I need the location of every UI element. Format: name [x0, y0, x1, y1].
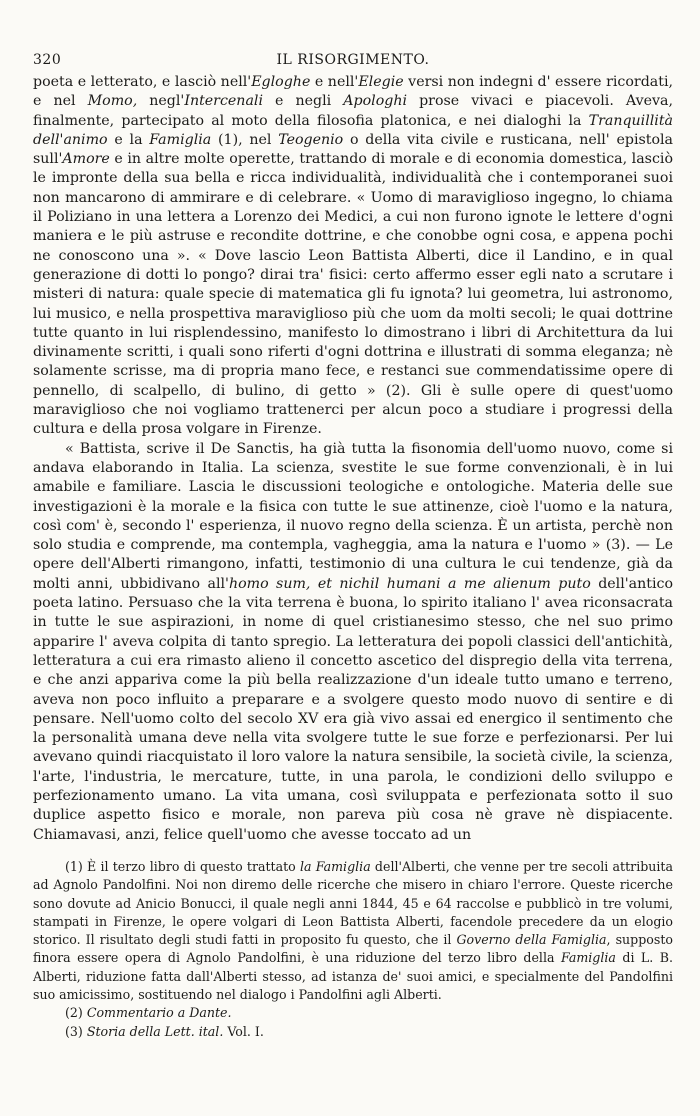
footnote-1: [33, 858, 673, 1004]
work-title: Famiglia: [149, 131, 212, 148]
work-title: Teogenio: [278, 131, 344, 148]
page-number: 320: [33, 52, 62, 68]
work-title: Intercenali: [184, 93, 263, 110]
work-title: Amore: [62, 151, 110, 168]
text-run: (2): [65, 1005, 87, 1021]
work-title: Tranquillità dell'animo: [33, 112, 673, 148]
text-run: e in altre molte operette, trattando di morale e di economia domestica, lasciò le impronte della sua bella e ricca individualità, individualità che i contemporanei suoi non mancarono di ammirare e di celebrare. « Uomo di maraviglioso ingegno, lo chiama il Poliziano in una lettera a Lorenzo dei Medici, a cui non furono ignote le lettere d'ogni maniera e le più astruse e recondite dottrine, e che conobbe ogni cosa, e appena pochi ne conoscono una ». « Dove lascio Leon Battista Alberti, dice il Landino, e in qual generazione di dotti lo pongo? dirai tra' fisici: certo affermo esser egli nato a scrutare i misteri di natura: quale specie di matematica gli fu ignota? lui geometra, lui astronomo, lui musico, e nella prospettiva maraviglioso più che uom da molti secoli; le quai dottrine tutte quanto in lui risplendessino, manifesto lo dimostrano i libri di Architettura da lui divinamente scritti, i quali sono riferti d'ogni dottrina e illustrati di somma eleganza; nè solamente scrisse, ma di propria mano fece, e restanci sue commendatissime opere di pennello, di scalpello, di bulino, di getto » (2). Gli è sulle opere di quest'uomo maraviglioso che noi vogliamo trattenerci per alcun poco a studiare i progressi della cultura e della prosa volgare in Firenze.: [33, 151, 673, 438]
work-title: Famiglia: [560, 950, 616, 966]
latin-quote: homo sum, et nichil humani a me alienum puto: [228, 575, 591, 592]
text-run: dell'antico poeta latino. Persuaso che la vita terrena è buona, lo spirito italiano l' avea riconsacrata in tutte le sue aspirazioni, in nome di quel cristianesimo stesso, che nel suo primo apparire l' aveva colpita di tanto spregio. La letteratura dei popoli classici dell'antichità, letteratura a cui era rimasto alieno il concetto ascetico del dispregio della vita terrena, e che anzi appariva come la più bella realizzazione d'un ideale tutto umano e terreno, aveva non poco influito a preparare e a svolgere questo modo nuovo di sentire e di pensare. Nell'uomo colto del secolo XV era già vivo assai ed energico il sentimento che la personalità umana deve nella vita svolgere tutte le sue forze e perfezionarsi. Per lui avevano quindi riacquistato il loro valore la natura sensibile, la società civile, la scienza, l'arte, l'industria, le mercature, tutte, in una parola, le condizioni dello sviluppo e perfezionamento umano. La vita umana, così sviluppata e perfezionata sotto il suo duplice aspetto fisico e morale, non pareva più cosa nè grave nè dispiacente. Chiamavasi, anzi, felice quell'uomo che avesse toccato ad un: [33, 575, 673, 843]
text-run: , supposto finora essere opera di Agnolo Pandolfini, è una riduzione del terzo libro della: [33, 932, 673, 966]
paragraph-de-sanctis: [33, 440, 673, 845]
text-run: e la: [107, 131, 150, 148]
footnote-3: [33, 1023, 673, 1041]
work-title: Governo della Famiglia: [456, 932, 607, 948]
footnote-2: [33, 1004, 673, 1022]
text-run: e negli: [262, 93, 344, 110]
text-run: poeta e letterato, e lasciò nell': [33, 74, 252, 90]
text-run: versi non indegni d' essere ricordati, e nel: [33, 74, 673, 110]
text-run: di L. B. Alberti, riduzione fatta dall'Alberti stesso, ad istanza de' suoi amici, e specialmente del Pandolfini suo amicissimo, sostituendo nel dialogo i Pandolfini agli Alberti.: [33, 950, 673, 1003]
text-run: negl': [137, 93, 185, 110]
running-title: IL RISORGIMENTO.: [276, 52, 430, 68]
work-title: Storia della Lett. ital.: [86, 1023, 224, 1039]
text-run: (1), nel: [211, 131, 279, 148]
footnotes: [33, 858, 673, 1041]
text-run: Vol. I.: [223, 1023, 264, 1039]
work-title: la Famiglia: [299, 859, 371, 874]
text-run: dell'Alberti, che venne per tre secoli attribuita ad Agnolo Pandolfini. Noi non diremo delle ricerche che misero in chiaro l'errore. Queste ricerche sono dovute ad Anicio Bonucci, il quale negli anni 1844, 45 e 64 raccolse e pubblicò in tre volumi, stampati in Firenze, le opere volgari di Leon Battista Alberti, facendole precedere da un elogio storico. Il risultato degli studi fatti in proposito fu questo, che il: [33, 859, 673, 948]
work-title: Elegie: [358, 74, 404, 90]
text-run: (3): [65, 1023, 87, 1039]
text-run: prose vivaci e piacevoli. Aveva, finalmente, partecipato al moto della filosofia platonica, e nei dialoghi la: [33, 93, 673, 129]
work-title: Commentario a Dante.: [86, 1005, 232, 1021]
paragraph-alberti-works: [33, 73, 673, 440]
work-title: Momo,: [87, 93, 138, 110]
text-run: « Battista, scrive il De Sanctis, ha già tutta la fisonomia dell'uomo nuovo, come si andava elaborando in Italia. La scienza, svestite le sue forme convenzionali, è in lui amabile e familiare. Lascia le discussioni teologiche e ontologiche. Materia delle sue investigazioni è la morale e la fisica con tutte le sue attinenze, cioè l'uomo e la natura, così com' è, secondo l' esperienza, il nuovo regno della scienza. È un artista, perchè non solo studia e comprende, ma contempla, vagheggia, ama la natura e l'uomo » (3). — Le opere dell'Alberti rimangono, infatti, testimonio di una cultura le cui tendenze, già da molti anni, ubbidivano all': [33, 440, 673, 592]
text-run: o della vita civile e rusticana, nell' epistola sull': [33, 131, 673, 168]
main-text: [33, 73, 673, 845]
text-run: (1) È il terzo libro di questo trattato: [65, 859, 300, 874]
text-run: e nell': [310, 74, 359, 90]
running-header: [33, 52, 673, 72]
work-title: Egloghe: [251, 74, 311, 90]
work-title: Apologhi: [343, 93, 408, 110]
